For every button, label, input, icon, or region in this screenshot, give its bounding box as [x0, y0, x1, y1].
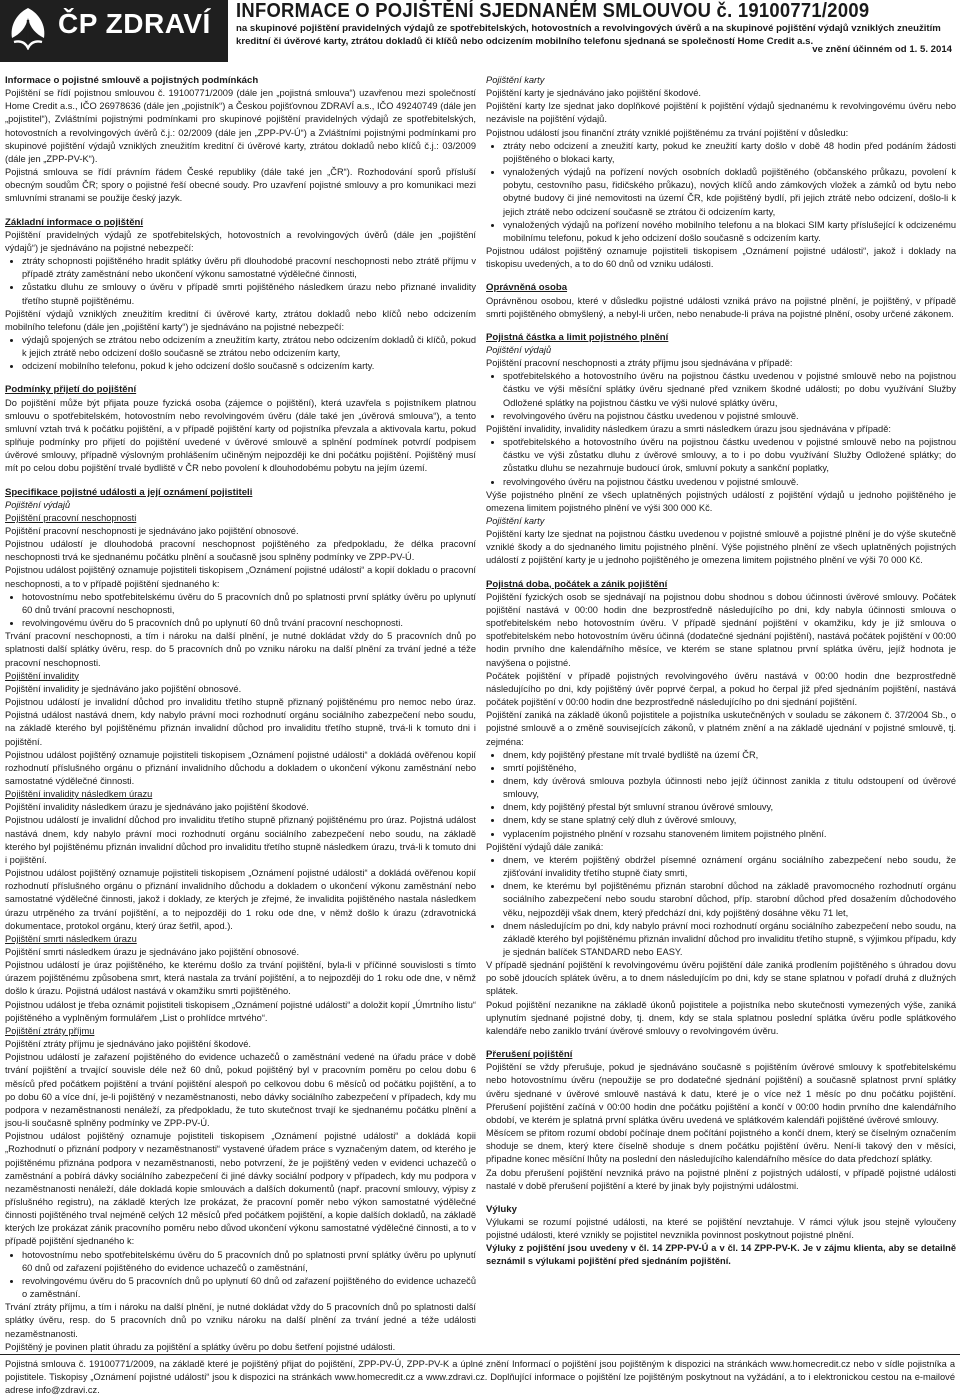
list-item: • revolvingovému úvěru do 5 pracovních dnů po uplynutí 60 dnů od zařazení pojištěného do evidence uchazečů o zaměstnání. — [22, 1275, 476, 1301]
list-item: • dnem, kdy pojištěný přestane mít trvalé bydliště na území ČR, — [503, 749, 956, 762]
effective-date: ve znění účinném od 1. 5. 2014 — [812, 44, 952, 55]
sum-paragraph-2: Pojištění invalidity, invalidity následkem úrazu a smrti následkem úrazu jsou sjednávána v případě: — [486, 423, 891, 434]
list-item: • dnem, kdy úvěrová smlouva pozbyla účinnosti nebo jejíž účinnost zanikla z titulu odstoupení od úvěrové smlouvy, — [503, 775, 956, 801]
death-paragraph-3: Pojistnou událost je třeba oznámit pojistiteli tiskopisem „Oznámení pojistné události“ a doložit kopií „Úmrtního listu“ pojištěného a vyplněným formulářem „List o prohlídce mrtvého“. — [5, 999, 476, 1023]
list-item: • spotřebitelského a hotovostního úvěru na pojistnou částku uvedenou v pojistné smlouvě nebo na pojistnou částku ve výši měsíční splátky úvěru sjednané před vznikem škodné události; po dobu využívání Služby Odložené splátky na pojistnou částku ve výši nulové splátky úvěru, — [503, 370, 956, 409]
int-paragraph-1: Pojištění se vždy přerušuje, pokud je sjednáváno současně s pojištěním úvěrové smlouvy k spotřebitelskému nebo hotovostnímu úvěru (nepoužije se pro dodatečné sjednání pojištění) a současně splatnost první splátky úvěru sjednané v úvěrové smlouvě nastává k datu, které je o více než 1 měsíc po dnu počátku pojištění. Přerušení pojištění začíná v 00:00 hodin dne počátku pojištění a končí v 00:00 hodin prvního dne kalendářního období, ve kterém je splatná první splátka úvěru uvedená ve splátkovém kalendáři pojištěné úvěrové smlouvy. — [486, 1062, 956, 1125]
dur-paragraph-4: V případě sjednání pojištění k revolvingovému úvěru pojištění dále zaniká prodlením pojištěného s úhradou dovu po sobě jdoucích splátek úvěru, a to dnem následujícím po dni, kdy se stane splatnou v pořadí druhá z dlužných splátek. — [486, 960, 956, 997]
logo-text: ČP ZDRAVÍ — [58, 8, 211, 39]
loss-list — [5, 1249, 476, 1302]
list-item: • spotřebitelského a hotovostního úvěru na pojistnou částku uvedenou v pojistné smlouvě nebo na pojistnou částku ve výši zůstatku dluhu z úvěrové smlouvy, a to i po dobu využívání Služby Odložené splátky; do zůstatku dluhu se nezahrnuje budoucí úrok, smluvní pokuty a sankční poplatky, — [503, 436, 956, 475]
list-item: • revolvingového úvěru na pojistnou částku uvedenou v pojistné smlouvě. — [503, 410, 956, 423]
dur-list-2 — [486, 854, 956, 959]
death-heading: Pojištění smrti následkem úrazu — [5, 933, 137, 944]
sum-paragraph-1: Pojištění pracovní neschopnosti a ztráty příjmu jsou sjednávána v případě: — [486, 358, 793, 369]
auth-heading: Oprávněná osoba — [486, 282, 568, 294]
spec-subheading: Pojištění výdajů — [5, 499, 71, 510]
loss-heading: Pojištění ztráty příjmu — [5, 1025, 95, 1036]
footer-note: Pojistná smlouva č. 19100771/2009, na základě které je pojištěný přijat do pojištění, ZPP-PV-Ú, ZPP-PV-K a úplné znění Informací o pojištění jsou pojištěným k dispozici na stránkách www.homecredit.cz nebo v sídle pojistníka a pojistitele. Tiskopisy „Oznámení pojistné události“ jsou k dispozici na stránkách www.homecredit.cz a www.zdravi.cz. Doplňující informace o pojištění lze pojištěným poskytnout na vyžádání, a to i elektronickou cestou na e-mailové adrese info@zdravi.cz. — [5, 1359, 955, 1395]
list-item: • vyplacením pojistného plnění v rozsahu stanoveném limitem pojistného plnění. — [503, 828, 956, 841]
dur-subheading: Pojištění výdajů dále zaniká: — [486, 841, 604, 852]
iu-heading: Pojištění invalidity následkem úrazu — [5, 789, 153, 800]
int-paragraph-3: Za dobu přerušení pojištění nevzniká právo na pojistné plnění z pojistných událostí, v případě pojistné události nastalé v době přerušení pojištění a které by jinak byly pojistnými událostmi. — [486, 1167, 956, 1191]
pn-paragraph-2: Pojistnou událostí je dlouhodobá pracovní neschopnost pojištěného za předpokladu, že délka pracovní neschopnosti trvá ke sjednanému počátku plnění a současně jsou splněny podmínky ve ZPP-PV-Ú. — [5, 539, 476, 563]
excl-heading: Výluky — [486, 1203, 517, 1215]
excl-paragraph-1: Výlukami se rozumí pojistné události, na které se pojištění nevztahuje. V rámci výluk jsou stejně vyloučeny pojistné události, které vznikly se pojistitel nevznikla povinnost poskytnout pojistné plnění. — [486, 1216, 956, 1241]
leaf-logo-icon — [6, 6, 50, 50]
list-item: • ztráty schopnosti pojištěného hradit splátky úvěru při dlouhodobé pracovní neschopnosti nebo ztrátě příjmu v případě ztráty zaměstnání nebo ukončení výkonu samostatné výdělečné činnosti, — [22, 255, 476, 281]
list-item: • revolvingovému úvěru do 5 pracovních dnů po uplynutí 60 dnů trvání pracovní neschopnosti. — [22, 617, 476, 630]
int-paragraph-2: Měsícem se přitom rozumí období počínaje dnem počítání pojistného a končí dnem, který se číselným označením shoduje se dnem, který ktere číselně shoduje s dnem počátku pojištění úvěru. Není-li takový den v měsíci, připadne konec měsíční lhůty na poslední den následujícího kalendářního měsíce do data předchozí splátky. — [486, 1128, 956, 1165]
int-heading: Přerušení pojištění — [486, 1049, 573, 1061]
join-heading: Podmínky přijetí do pojištění — [5, 384, 137, 396]
page-subtitle: na skupinové pojištění pravidelných výdajů ze spotřebitelských, hotovostních a revolvingových úvěrů a na skupinové pojištění výdajů vzniklých zneužitím kreditní či úvěrové karty, ztrátou dokladů či klíčů nebo odcizením mobilního telefonu sjednaná se společností Home Credit a.s. — [236, 23, 941, 47]
iu-paragraph-2: Pojistnou událostí je invalidní důchod pro invaliditu třetího stupně přiznaný pojištěnému pro úraz. Pojistná událost nastává dnem, kdy nabylo právní moci rozhodnutí orgánu sociálního zabezpečení nebo soudu, na základě kterého byl pojištěnému přiznán invalidní důchod pro invaliditu třetího stupně následkem úrazu, trvá-li k tomuto dni i pojištění. — [5, 815, 476, 865]
list-item: • zůstatku dluhu ze smlouvy o úvěru v případě smrti pojištěného následkem úrazu nebo přiznané invalidity třetího stupně pojištěnému. — [22, 281, 476, 307]
death-paragraph-1: Pojištění smrti následkem úrazu je sjednáváno jako pojištění obnosové. — [5, 947, 300, 957]
list-item: • vynaložených výdajů na pořízení nového mobilního telefonu a na blokaci SIM karty příslušející k odcizenému mobilnímu telefonu, pokud k jeho odcizení došlo současně s odcizením karty. — [503, 219, 956, 245]
list-item: • výdajů spojených se ztrátou nebo odcizením a zneužitím karty, ztrátou nebo odcizením dokladů či klíčů, pokud k jejich ztrátě nebo odcizení došlo současně se ztrátou nebo odcizením karty, — [22, 334, 476, 360]
right-column — [486, 74, 956, 1269]
inv-heading: Pojištění invalidity — [5, 670, 79, 681]
card-paragraph-3: Pojistnou událostí jsou finanční ztráty vzniklé pojištěnému za trvání pojištění v důsledku: — [486, 127, 849, 138]
info-heading: Informace o pojistné smlouvě a pojistných podmínkách — [5, 75, 259, 86]
auth-paragraph: Oprávněnou osobou, které v důsledku pojistné události vzniká právo na pojistné plnění, je pojištěný, v případě smrti pojištěného obmyšlený, a nebyl-li určen, nebo nenabude-li práva na pojistné plnění, osoby určené zákonem. — [486, 295, 956, 319]
dur-paragraph-2: Počátek pojištění v případě pojistných revolvingového úvěru nastává v 00:00 hodin dne bezprostředně následujícího po dni, kdy pojištěný úvěr poprvé čerpal, a pokud ho čerpal již před sjednáním pojištění, nastává počátek pojištění v 00:00 hodin dne bezprostředně následujícího po dni sjednání pojištění. — [486, 670, 956, 708]
sum-list-2 — [486, 436, 956, 489]
left-column — [5, 74, 476, 1354]
info-paragraph-1: Pojištění se řídí pojistnou smlouvou č. 19100771/2009 (dále jen „pojistná smlouva“) uzavřenou mezi společností Home Credit a.s., IČO 26978636 (dále jen „pojistník“) a Českou pojišťovnou ZDRAVÍ a.s., IČO 49240749 (dále jen „pojistitel“), Zvláštními pojistnými podmínkami pro skupinové pojištění pravidelných výdajů ze spotřebitelských, hotovostních a revolvingových úvěrů č.j.: 02/2009 (dále jen „ZPP-PV-Ú“) a Zvláštními pojistnými podmínkami pro skupinové pojištění výdajů vzniklých zneužitím kreditní či úvěrové karty, ztrátou dokladů nebo klíčů č.j.: 03/2009 (dále jen „ZPP-PV-K“). — [5, 88, 476, 164]
death-paragraph-2: Pojistnou událostí je úraz pojištěného, ke kterému došlo za trvání pojištění, byla-li v příčinné souvislosti s tímto úrazem pojištěnému způsobena smrt, která nastala za trvání pojištění, a to nejpozději do 1 roku ode dne, v němž došlo k úrazu. Pojistná událost nastává v okamžiku smrti pojištěného. — [5, 960, 476, 997]
loss-paragraph-2: Pojistnou událostí je zařazení pojištěného do evidence uchazečů o zaměstnání vedené na úřadu práce v době trvání pojištění a trvající souvisle déle než 60 dnů, pokud pojištěný byl v pracovním poměru po celou dobu 6 měsíců před počátkem pojištění a trvání pojištění alespoň po celkovou dobu 6 měsíců od počátku pojištění, a to po dobu 60 a více dní, je-li pojištěný v nezaměstnanosti, nebo dávky sociálního zabezpečení v případech, kdy mu podpora v nezaměstnanosti nenáleží, za předpokladu, že tuto skutečnost trvají ke sjednanému počátku plnění a jsou-li současně splněny podmínky ve ZPP-PV-Ú. — [5, 1052, 476, 1129]
basic-list-2 — [5, 334, 476, 373]
pn-list — [5, 591, 476, 630]
footer-divider — [0, 1354, 960, 1355]
list-item: • revolvingového úvěru na pojistnou částku uvedenou v pojistné smlouvě. — [503, 476, 956, 489]
pn-paragraph-1: Pojištění pracovní neschopnosti je sjednáváno jako pojištění obnosové. — [5, 526, 299, 536]
pn-heading: Pojištění pracovní neschopnosti — [5, 512, 137, 523]
sum-paragraph-3: Výše pojistného plnění ze všech uplatněných pojistných událostí z pojištění výdajů u jednoho pojištěného je omezena limitem pojistného plnění ve výši 300 000 Kč. — [486, 489, 956, 513]
pn-paragraph-4: Trvání pracovní neschopnosti, a tím i nároku na další plnění, je nutné dokládat vždy do 5 pracovních dnů po splatnosti další splátky úvěru, resp. do 5 pracovních dnů po vzniku nároku na další plnění za trvání jedné a téže pracovní neschopnosti. — [5, 631, 476, 668]
loss-paragraph-4: Trvání ztráty příjmu, a tím i nároku na další plnění, je nutné dokládat vždy do 5 pracovních dnů po splatnosti další splátky úvěru, resp. do 5 pracovních dnů po vzniku nároku na další plnění za trvání jedné a téže události nezaměstnanosti. — [5, 1302, 476, 1339]
list-item: • ztráty nebo odcizení a zneužití karty, pokud ke zneužití karty došlo v době 48 hodin před podáním žádosti pojištěného o blokaci karty, — [503, 140, 956, 166]
list-item: • dnem následujícím po dni, kdy nabylo právní moci rozhodnutí orgánu sociálního zabezpečení nebo soudu, na základě kterého byl pojištěnému přiznán invalidní důchod pro invaliditu třetího stupně, s výjimkou případu, kdy je sjednán balíček STANDARD nebo EASY. — [503, 920, 956, 959]
loss-paragraph-5: Pojištěný je povinen platit úhradu za pojištění a splátky úvěru po dobu šetření pojistné události. — [5, 1341, 396, 1352]
sum-subheading-2: Pojištění karty — [486, 516, 545, 526]
loss-paragraph-3: Pojistnou událost pojištěný oznamuje pojistiteli tiskopisem „Oznámení pojistné události“ a dokládá kopii „Rozhodnutí o přiznání podpory v nezaměstnanosti“ vystavené úřadem práce s vyznačeným datem, od kterého je pojištěnému přiznána podpora v nezaměstnanosti, nebo potvrzení, že je pojištěný veden v evidenci uchazečů o zaměstnání a pobírá dávky sociálního zabezpečení či jiné dávky sociální podpory v případech, kdy mu podpora v nezaměstnanosti nenáleží, dále dokladá kopie smlouvách a dalších dokumentů (např. pracovní smlouvy, výpisy z příslušného registru), na základě kterých lze prokázat, že pracovní poměr nebo výkon samostatné výdělečné činnosti pojištěného trval nejméně celých 12 měsíců před počátkem pojištění, a kopie dalších dokladů, na základě kterých lze prokázat zánik pracovního poměru nebo důvod ukončení výkonu samostatné výdělečné činnosti, a to v případě pojištění sjednaného k: — [5, 1131, 476, 1247]
spec-heading: Specifikace pojistné události a její oznámení pojistiteli — [5, 486, 253, 498]
list-item: • dnem, kdy pojištěný přestal být smluvní stranou úvěrové smlouvy, — [503, 801, 956, 814]
dur-paragraph-5: Pokud pojištění nezanikne na základě úkonů pojistitele a pojistníka nebo skutečnosti vymezených výše, zaniká uplynutím sjednané pojistné doby, tj. dnem, kdy se stala splatnou poslední splátka úvěru podle splátkového kalendáře nebo zaniklo trvání úvěrové smlouvy o revolvingovém úvěru. — [486, 999, 956, 1036]
card-list — [486, 140, 956, 245]
iu-paragraph-3: Pojistnou událost pojištěný oznamuje pojistiteli tiskopisem „Oznámení pojistné události“ a dokládá ověřenou kopií rozhodnutí příslušného orgánu o přiznání invalidního důchodu a dokladem o ukončení výkonu zaměstnání nebo samostatné výdělečné činnosti, jakož i doklady, ze kterých je zřejmé, že invalidita pojištěného nastala následkem úrazu utrpěného za trvání pojištění, a to nejpozději do 1 roku ode dne, v němž došlo k úrazu (zdravotnická dokumentace, protokol orgánu, který úraz šetřil, apod.). — [5, 868, 476, 931]
basic-list-1 — [5, 255, 476, 308]
inv-paragraph-1: Pojištění invalidity je sjednáváno jako pojištění obnosové. — [5, 683, 242, 694]
basic-heading: Základní informace o pojištění — [5, 216, 144, 228]
page-title: INFORMACE O POJIŠTĚNÍ SJEDNANÉM SMLOUVOU č. 19100771/2009 — [236, 0, 870, 22]
dur-paragraph-1: Pojištění fyzických osob se sjednávají na pojistnou dobu shodnou s dobou účinnosti úvěrové smlouvy. Počátek pojištění nastává v 00:00 hodin dne bezprostředně následujícího po dni, kdy nabyla účinnosti smlouva o spotřebitelském nebo hotovostním úvěru. V případě sjednání pojištění v okamžiku, kdy je již smlouva o spotřebitelském nebo hotovostním úvěru účinná (dodatečné sjednání pojištění), nastává počátek pojištění v 00:00 hodin prvního dne kalendářního měsíce, ve kterém se stane splatnou první splátka úvěru, jejíž hodnota je navýšena o pojistné. — [486, 591, 956, 668]
list-item: • hotovostnímu nebo spotřebitelskému úvěru do 5 pracovních dnů po splatnosti první splátky úvěru po uplynutí 60 dnů trvání pracovní neschopnosti, — [22, 591, 476, 617]
card-paragraph-1: Pojištění karty je sjednáváno jako pojištění škodové. — [486, 88, 701, 99]
list-item: • smrtí pojištěného, — [503, 762, 956, 775]
sum-list-1 — [486, 370, 956, 423]
list-item: • vynaložených výdajů na pořízení nových osobních dokladů pojištěného (občanského průkazu, povolení k pobytu, cestovního pasu, řidičského průkazu), nových klíčů ando zámkových vložek a zámků od bytu nebo obytné budovy či jiné nemovitosti na území ČR, kde pojištěný bydlí, při jejich ztrátě nebo odcizení, došlo-li k jejich ztrátě nebo odcizení současně se ztrátou či odcizením karty, — [503, 166, 956, 219]
list-item: • hotovostnímu nebo spotřebitelskému úvěru do 5 pracovních dnů po splatnosti první splátky úvěru po uplynutí 60 dnů od zařazení pojištěného do evidence uchazečů o zaměstnání, — [22, 1249, 476, 1275]
inv-paragraph-2: Pojistnou událostí je invalidní důchod pro invaliditu třetího stupně přiznaný pojištěnému pro nemoc nebo úraz. Pojistná událost nastává dnem, kdy nabylo právní moci rozhodnutí orgánu sociálního zabezpečení nebo soudu, na základě kterého byl pojištěnému přiznán invalidní důchod pro invaliditu třetího stupně, trvá-li k tomuto dni i pojištění. — [5, 697, 476, 747]
info-paragraph-2: Pojistná smlouva se řídí právním řádem České republiky (dále také jen „ČR“). Rozhodování sporů přísluší obecným soudům ČR; spory o pojistné řeší obecné soudy. Pro uzavření pojistné smlouvy a pro komunikaci mezi smluvními stranami se použije český jazyk. — [5, 167, 476, 204]
list-item: • dnem, ke kterému byl pojištěnému přiznán starobní důchod na základě pravomocného rozhodnutí orgánu sociálního zabezpečení nebo soudu starobní důchod, příp. starobní důchod před dosažením důchodového věku, nejpozději však dnem, který předchází dni, kdy pojištěný dosáhne věku 71 let, — [503, 880, 956, 919]
dur-heading: Pojistná doba, počátek a zánik pojištění — [486, 578, 668, 590]
basic-paragraph-2: Pojištění výdajů vzniklých zneužitím kreditní či úvěrové karty, ztrátou dokladů nebo klíčů nebo odcizením mobilního telefonu (dále jen „pojištění karty“) je sjednáváno na pojistné nebezpečí: — [5, 308, 476, 332]
card-paragraph-2: Pojištění karty lze sjednat jako doplňkové pojištění k pojištění výdajů sjednanému k revolvingovému úvěru nebo nezávisle na pojištění výdajů. — [486, 101, 956, 125]
loss-paragraph-1: Pojištění ztráty příjmu je sjednáváno jako pojištění škodové. — [5, 1039, 251, 1050]
inv-paragraph-3: Pojistnou událost pojištěný oznamuje pojistiteli tiskopisem „Oznámení pojistné události“ a dokládá ověřenou kopií rozhodnutí příslušného orgánu o přiznání invalidního důchodu a dokladem o ukončení výkonu zaměstnání nebo samostatné výdělečné činnosti. — [5, 749, 476, 786]
sum-paragraph-4: Pojištění karty lze sjednat na pojistnou částku uvedenou v pojistné smlouvě a pojistné plnění je do výše skutečně vzniklé škody a do sjednaného limitu pojistného plnění. Výše pojistného plnění ze všech uplatněných pojistných událostí z pojištění karty je u jednoho pojištěného je omezena limitem pojistného plnění ve výši 70 000 Kč. — [486, 529, 956, 566]
excl-paragraph-2: Výluky z pojištění jsou uvedeny v čl. 14 ZPP-PV-Ú a v čl. 14 ZPP-PV-K. Je v zájmu klienta, aby se detailně seznámil s výlukami pojištění před sjednáním pojištění. — [486, 1243, 956, 1267]
pn-paragraph-3: Pojistnou událost pojištěný oznamuje pojistiteli tiskopisem „Oznámení pojistné události“ a kopií dokladu o pracovní neschopnosti, a to v případě pojištění sjednaného k: — [5, 565, 476, 589]
card-subheading: Pojištění karty — [486, 75, 545, 85]
list-item: • dnem, kdy se stane splatný celý dluh z úvěrové smlouvy, — [503, 814, 956, 827]
basic-paragraph-1: Pojištění pravidelných výdajů ze spotřebitelských, hotovostních a revolvingových úvěrů (dále jen „pojištění výdajů“) je sjednáváno na pojistné nebezpečí: — [5, 229, 476, 253]
dur-list-1 — [486, 749, 956, 841]
card-paragraph-4: Pojistnou událost pojištěný oznamuje pojistiteli tiskopisem „Oznámení pojistné události“, jakož i doklady na tiskopisu uvedených, a to do 60 dnů od vzniku události. — [486, 246, 956, 270]
list-item: • odcizení mobilního telefonu, pokud k jeho odcizení došlo současně s odcizením karty. — [22, 360, 476, 373]
brand-logo — [0, 0, 228, 62]
sum-subheading: Pojištění výdajů — [486, 344, 552, 355]
list-item: • dnem, ve kterém pojištěný obdržel písemné oznámení orgánu sociálního zabezpečení nebo soudu, že zjišťování invalidity třetího stupně čiaty smrti, — [503, 854, 956, 880]
join-paragraph: Do pojištění může být přijata pouze fyzická osoba (zájemce o pojištění), která uzavřela s pojistníkem platnou smlouvu o spotřebitelském, hotovostním nebo revolvingovém úvěru (dále také jen „úvěrová smlouva“), a tento smluvní vztah trvá k počátku pojištění, a v případě pojištění karty od pojistníka převzala a aktivovala kartu, pokud splňuje podmínky pro přijetí do pojištění uvedené v úvěrové smlouvě a splnění podmínek potvrdí podpisem úvěrové smlouvy, případně výslovným prohlášením učiněným nejpozději ke dni počátku pojištění. Pojištěný musí mít po celou dobu pojištění trvalé bydliště v ČR nebo povolení k dlouhodobému pobytu na jejím území. — [5, 397, 476, 474]
iu-paragraph-1: Pojištění invalidity následkem úrazu je sjednáváno jako pojištění škodové. — [5, 802, 309, 813]
sum-heading: Pojistná částka a limit pojistného plnění — [486, 331, 669, 343]
document-header — [0, 0, 960, 62]
dur-paragraph-3: Pojištění zaniká na základě úkonů pojistitele a pojistníka uskutečněných v souladu se zákonem č. 37/2004 Sb., o pojistné smlouvě a o změně souvisejících zákonů, v platném znění a na základě ujednání v pojistné smlouvě, tj. zejména: — [486, 710, 956, 747]
